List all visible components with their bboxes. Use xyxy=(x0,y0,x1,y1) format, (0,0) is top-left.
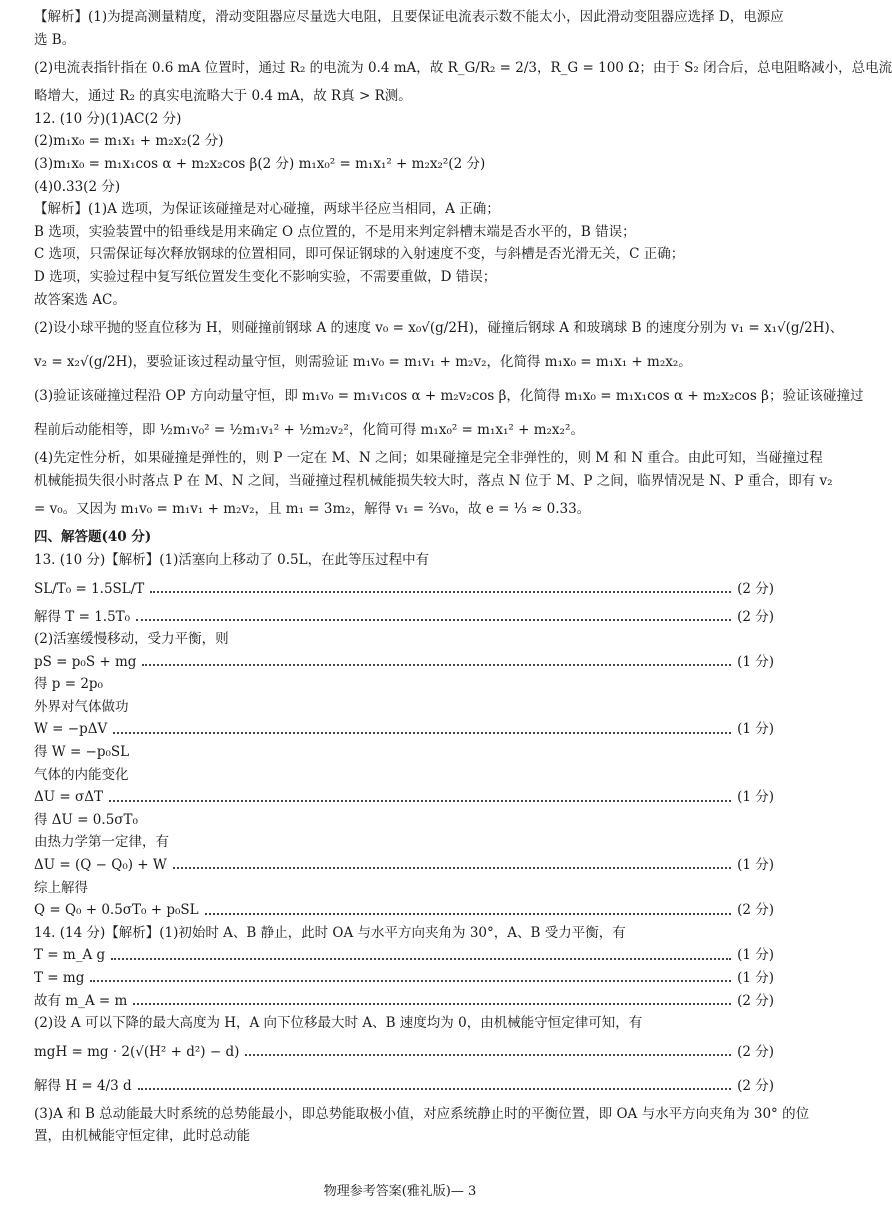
text-line: 12. (10 分)(1)AC(2 分) xyxy=(34,110,182,127)
text-line: 由热力学第一定律，有 xyxy=(34,834,169,851)
text-line: 置，由机械能守恒定律，此时总动能 xyxy=(34,1128,250,1145)
equation-text: pS = p₀S + mg xyxy=(34,653,137,670)
dot-leader xyxy=(111,958,731,960)
text-line: 略增大，通过 R₂ 的真实电流略大于 0.4 mA，故 R真 > R测。 xyxy=(34,88,412,105)
dot-leader xyxy=(245,1054,731,1056)
equation-text: 解得 H = 4/3 d xyxy=(34,1077,132,1094)
score-label: (1 分) xyxy=(737,789,774,806)
score-label: (1 分) xyxy=(737,970,774,986)
dot-leader xyxy=(90,980,731,982)
text-line: 14. (14 分)【解析】(1)初始时 A、B 静止，此时 OA 与水平方向夹角为 30°，A、B 受力平衡，有 xyxy=(34,924,626,941)
equation-line xyxy=(34,967,774,990)
text-line: (2)活塞缓慢移动，受力平衡，则 xyxy=(34,631,229,648)
equation-line xyxy=(34,606,774,629)
text-line: C 选项，只需保证每次释放钢球的位置相同，即可保证钢球的入射速度不变，与斜槽是否光滑无关，C 正确； xyxy=(34,246,685,263)
dot-leader xyxy=(205,913,731,915)
equation-line xyxy=(34,990,774,1013)
equation-text: W = −pΔV xyxy=(34,721,108,738)
equation-line xyxy=(34,854,774,877)
dot-leader xyxy=(173,867,731,869)
dot-leader xyxy=(109,800,731,802)
text-line: (2)设小球平抛的竖直位移为 H，则碰撞前钢球 A 的速度 v₀ = x₀√(g/2H)，碰撞后钢球 A 和玻璃球 B 的速度分别为 v₁ = x₁√(g/2H)、 xyxy=(34,320,844,337)
text-line: (4)0.33(2 分) xyxy=(34,178,121,195)
text-line: 【解析】(1)为提高测量精度，滑动变阻器应尽量选大电阻，且要保证电流表示数不能太小，因此滑动变阻器应选择 D，电源应 xyxy=(34,9,784,25)
text-line: (2)设 A 可以下降的最大高度为 H，A 向下位移最大时 A、B 速度均为 0，由机械能守恒定律可知，有 xyxy=(34,1015,643,1032)
text-line: 得 W = −p₀SL xyxy=(34,744,130,761)
text-line: 得 p = 2p₀ xyxy=(34,676,103,693)
dot-leader xyxy=(142,664,731,666)
equation-text: 故有 m_A = m xyxy=(34,992,128,1009)
text-line: 13. (10 分)【解析】(1)活塞向上移动了 0.5L，在此等压过程中有 xyxy=(34,551,430,568)
text-line: 气体的内能变化 xyxy=(34,766,129,783)
dot-leader xyxy=(138,1088,731,1090)
equation-line xyxy=(34,1035,774,1069)
score-label: (1 分) xyxy=(737,857,774,874)
text-line: 【解析】(1)A 选项，为保证该碰撞是对心碰撞，两球半径应当相同，A 正确； xyxy=(34,201,500,218)
equation-text: SL/T₀ = 1.5SL/T xyxy=(34,580,145,597)
score-label: (2 分) xyxy=(737,1077,774,1094)
text-line: (2)电流表指针指在 0.6 mA 位置时，通过 R₂ 的电流为 0.4 mA，故 R_G/R₂ = 2/3，R_G = 100 Ω；由于 S₂ 闭合后，总电阻略减小，总电流 xyxy=(34,60,892,77)
text-line: 四、解答题(40 分) xyxy=(34,529,152,546)
score-label: (1 分) xyxy=(737,653,774,670)
equation-line xyxy=(34,1069,774,1103)
dot-leader xyxy=(136,619,731,621)
score-label: (2 分) xyxy=(737,902,774,919)
equation-line xyxy=(34,944,774,967)
equation-text: ΔU = (Q − Q₀) + W xyxy=(34,857,167,874)
text-line: (4)先定性分析，如果碰撞是弹性的，则 P 一定在 M、N 之间；如果碰撞是完全非弹性的，则 M 和 N 重合。由此可知，当碰撞过程 xyxy=(34,450,823,467)
page-footer: 物理参考答案(雅礼版)— 3 xyxy=(323,1184,477,1199)
equation-text: T = m_A g xyxy=(34,947,106,964)
score-label: (2 分) xyxy=(737,580,774,597)
text-line: = v₀。又因为 m₁v₀ = m₁v₁ + m₂v₂，且 m₁ = 3m₂，解得 v₁ = ⅔v₀，故 e = ⅓ ≈ 0.33。 xyxy=(34,501,591,518)
score-label: (1 分) xyxy=(737,721,774,738)
equation-text: Q = Q₀ + 0.5σT₀ + p₀SL xyxy=(34,902,199,919)
text-line: 得 ΔU = 0.5σT₀ xyxy=(34,811,138,828)
equation-line xyxy=(34,899,774,922)
score-label: (2 分) xyxy=(737,608,774,625)
text-line: (3)A 和 B 总动能最大时系统的总势能最小，即总势能取极小值，对应系统静止时的平衡位置，即 OA 与水平方向夹角为 30° 的位 xyxy=(34,1105,810,1122)
equation-line xyxy=(34,786,774,809)
equation-text: mgH = mg · 2(√(H² + d²) − d) xyxy=(34,1043,240,1060)
equation-text: ΔU = σΔT xyxy=(34,789,103,806)
equation-line xyxy=(34,651,774,674)
equation-line xyxy=(34,718,774,741)
score-label: (2 分) xyxy=(737,1043,774,1060)
dot-leader xyxy=(133,1003,731,1005)
text-line: 综上解得 xyxy=(34,879,88,896)
text-line: 机械能损失很小时落点 P 在 M、N 之间，当碰撞过程机械能损失较大时，落点 N 位于 M、P 之间，临界情况是 N、P 重合，即有 v₂ xyxy=(34,472,833,489)
equation-text: 解得 T = 1.5T₀ xyxy=(34,608,131,625)
equation-text: T = mg xyxy=(34,970,85,986)
text-line: v₂ = x₂√(g/2H)，要验证该过程动量守恒，则需验证 m₁v₀ = m₁v₁ + m₂v₂，化简得 m₁x₀ = m₁x₁ + m₂x₂。 xyxy=(34,354,692,371)
text-line: 程前后动能相等，即 ½m₁v₀² = ½m₁v₁² + ½m₂v₂²，化简可得 m₁x₀² = m₁x₁² + m₂x₂²。 xyxy=(34,422,584,439)
text-line: (3)验证该碰撞过程沿 OP 方向动量守恒，即 m₁v₀ = m₁v₁cos α + m₂v₂cos β，化简得 m₁x₀ = m₁x₁cos α + m₂x₂cos β；验证该碰撞过 xyxy=(34,388,864,405)
text-line: 选 B。 xyxy=(34,31,76,48)
score-label: (1 分) xyxy=(737,947,774,964)
text-line: 故答案选 AC。 xyxy=(34,291,126,308)
text-line: (3)m₁x₀ = m₁x₁cos α + m₂x₂cos β(2 分) m₁x₀² = m₁x₁² + m₂x₂²(2 分) xyxy=(34,155,486,172)
text-line: 外界对气体做功 xyxy=(34,698,129,715)
text-line: B 选项，实验装置中的铅垂线是用来确定 O 点位置的，不是用来判定斜槽末端是否水平的，B 错误； xyxy=(34,223,636,240)
dot-leader xyxy=(113,732,731,734)
equation-line xyxy=(34,572,774,606)
score-label: (2 分) xyxy=(737,992,774,1009)
text-line: (2)m₁x₀ = m₁x₁ + m₂x₂(2 分) xyxy=(34,133,224,150)
dot-leader xyxy=(150,591,731,593)
answer-page xyxy=(34,6,892,1148)
text-line: D 选项，实验过程中复写纸位置发生变化不影响实验，不需要重做，D 错误； xyxy=(34,268,497,285)
